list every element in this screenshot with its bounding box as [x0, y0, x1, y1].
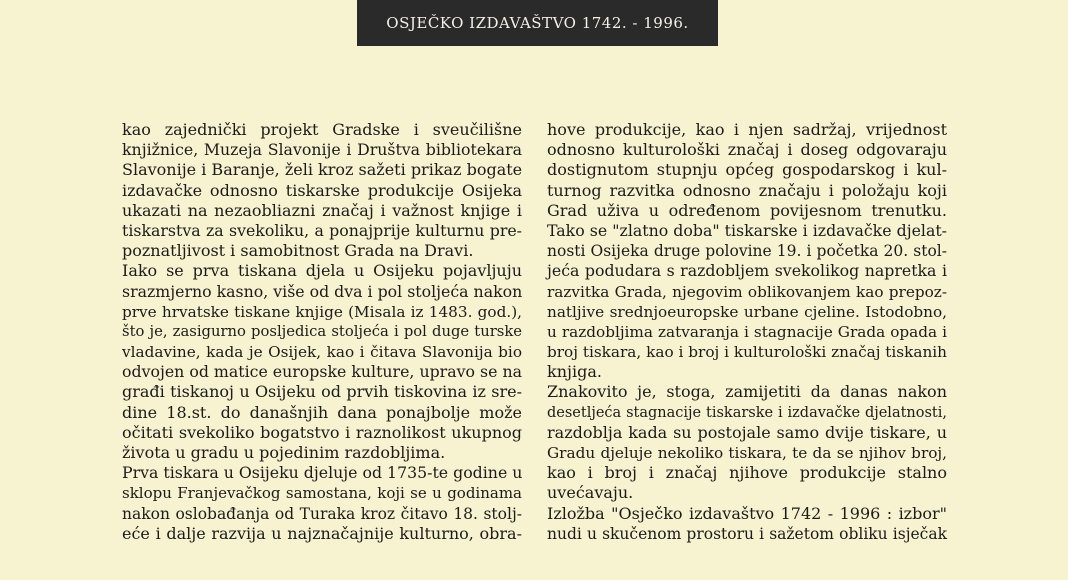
text-line: što je, zasigurno posljedica stoljeća i pol duge turske — [122, 322, 522, 340]
text-line: Iako se prva tiskana djela u Osijeku pojavljuju — [122, 261, 522, 281]
text-line: nakon oslobađanja od Turaka kroz čitavo 18. stolj- — [122, 504, 522, 523]
text-line: kao i broj i značaj njihove produkcije stalno — [547, 463, 947, 483]
text-line: Prva tiskara u Osijeku djeluje od 1735-te godine u — [122, 463, 523, 483]
text-line: poznatljivost i samobitnost Grada na Dravi. — [122, 241, 474, 261]
text-line: tiskarstva za svekoliku, a ponajprije kulturnu pre- — [122, 220, 522, 240]
text-line: vladavine, kada je Osijek, kao i čitava Slavonija bio — [122, 343, 522, 362]
text-line: odvojen od matice europske kulture, upravo se na — [122, 362, 522, 382]
text-line: srazmjerno kasno, više od dva i pol stoljeća nakon — [122, 281, 523, 301]
text-line: građi tiskanoj u Osijeku od prvih tiskovina iz sre- — [122, 382, 522, 402]
page-title: OSJEČKO IZDAVAŠTVO 1742. - 1996. — [386, 14, 689, 32]
text-line: sklopu Franjevačkog samostana, koji se u godinama — [122, 484, 522, 503]
left-text-column — [122, 120, 522, 544]
text-line: uvećavaju. — [547, 483, 634, 503]
text-line: knjiga. — [547, 362, 602, 382]
text-line: Izložba "Osječko izdavaštvo 1742 - 1996 : izbor" — [547, 503, 947, 523]
text-line: dine 18.st. do današnjih dana ponajbolje može — [122, 402, 522, 422]
text-line: turnog razvitka odnosno značaju i položaju koji — [547, 180, 947, 200]
text-line: ukazati na nezaobliazni značaj i važnost knjige i — [122, 200, 522, 220]
text-line: desetljeća stagnacije tiskarske i izdavačke djelatnosti, — [547, 404, 947, 421]
text-line: broj tiskara, kao i broj i kulturološki značaj tiskanih — [547, 343, 947, 362]
text-line: jeća podudara s razdobljem svekolikog napretka i — [547, 261, 947, 281]
header-bar — [357, 0, 718, 46]
text-line: očitati svekoliko bogatstvo i raznolikost ukupnog — [122, 422, 522, 442]
text-line: Tako se "zlatno doba" tiskarske i izdavačke djelat- — [547, 220, 947, 240]
text-line: razvitka Grada, njegovim oblikovanjem kao prepoz- — [547, 282, 947, 301]
text-line: kao zajednički projekt Gradske i sveučilišne — [122, 120, 522, 139]
text-line: nudi u skučenom prostoru i sažetom obliku isječak — [547, 524, 947, 543]
text-line: odnosno kulturološki značaj i doseg odgovaraju — [547, 140, 947, 160]
text-line: dostignutom stupnju općeg gospodarskog i kul- — [547, 160, 947, 180]
text-line: razdoblja kada su postojale samo dvije tiskare, u — [547, 422, 947, 442]
text-line: hove produkcije, kao i njen sadržaj, vrijednost — [547, 120, 947, 139]
text-line: knjižnice, Muzeja Slavonije i Društva bibliotekara — [122, 140, 522, 160]
text-line: natljive srednjoeuropske urbane cjeline. Istodobno, — [547, 302, 947, 321]
text-line: nosti Osijeka druge polovine 19. i početka 20. stol- — [547, 242, 947, 261]
text-line: Slavonije i Baranje, želi kroz sažeti prikaz bogate — [122, 160, 523, 180]
text-line: Gradu djeluje nekoliko tiskara, te da se njihov broj, — [547, 444, 947, 462]
text-line: Znakovito je, stoga, zamijetiti da danas nakon — [547, 382, 947, 402]
text-line: izdavačke odnosno tiskarske produkcije Osijeka — [122, 180, 522, 200]
text-line: eće i dalje razvija u najznačajnije kulturno, obra- — [122, 523, 522, 543]
text-line: u razdobljima zatvaranja i stagnacije Grada opada i — [547, 322, 947, 341]
text-line: života u gradu u pojedinim razdobljima. — [122, 443, 446, 462]
right-text-column — [547, 120, 947, 544]
text-line: prve hrvatske tiskane knjige (Misala iz 1483. god.), — [122, 302, 522, 321]
text-line: Grad uživa u određenom povijesnom trenutku. — [547, 200, 947, 220]
